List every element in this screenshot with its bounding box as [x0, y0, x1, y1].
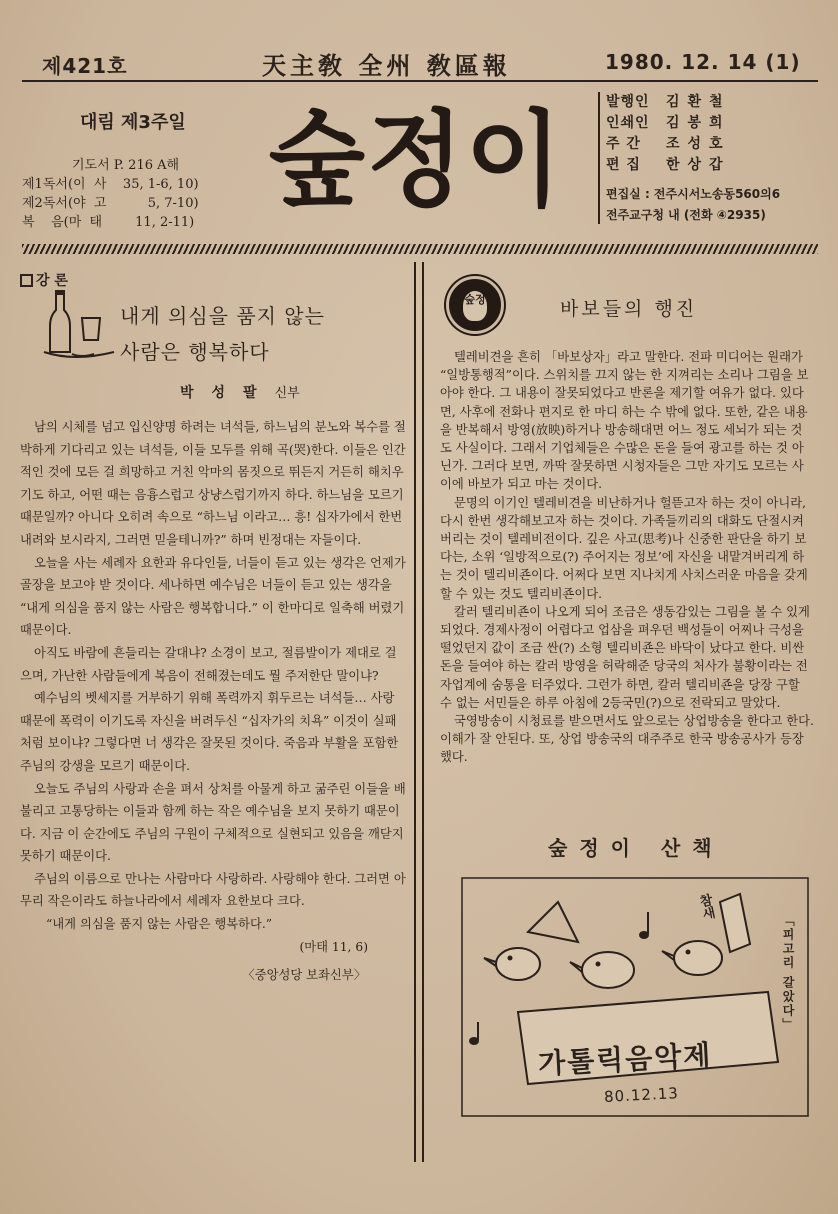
- editorial-paragraph: 예수님의 벳세지를 거부하기 위해 폭력까지 휘두르는 녀석들… 사랑때문에 폭력이 이기도록 자신을 버려두신 “십자가의 치욕” 이것이 실패처럼 보이냐? 그렇다면 너 생각은 잘못된 것이다. 죽음과 부활을 포함한 주님의 강생을 모르기 때문이다.: [20, 691, 403, 773]
- section-label-text: 강 론: [36, 273, 68, 289]
- readings-list: [22, 156, 199, 232]
- column-badge-label: 숲정: [463, 291, 487, 321]
- checkbox-icon: [20, 274, 33, 287]
- masthead-text: 天主敎 全州 敎區報: [262, 51, 511, 80]
- staff-role: 인쇄인: [606, 115, 650, 131]
- staff-box: [606, 92, 826, 176]
- liturgy-box: [22, 90, 232, 240]
- cartoon-title: 숲정이 산책: [548, 836, 724, 860]
- editorial-paragraph: 오늘도 주님의 사랑과 손을 펴서 상처를 아물게 하고 굶주린 이들을 배불리고 고통당하는 이들과 함께 하는 작은 예수님을 보지 못하기 때문이다. 지금 이 순간에도 주님의 구원이 구체적으로 실현되고 있음을 깨닫지 못하기 때문이다.: [20, 781, 408, 864]
- address-box: [606, 184, 826, 226]
- address-line: 전주교구청 내 (전화 ④2935): [606, 208, 766, 222]
- author-affiliation: 〈중앙성당 보좌신부〉: [242, 968, 366, 983]
- column-paragraph: 문명의 이기인 텔레비견을 비난하거나 헐뜯고자 하는 것이 아니라, 다시 한번 생각해보고자 하는 것이다. 가족들끼리의 대화도 단절시켜 버리는 것이 텔레비전이다. 깊은 사고(思考)나 신중한 판단을 하기 보다는, 소위 ‘일방적으로(?) 주어지는 정보’에 자신을 내맡겨버리게 하는 것이 텔리비죤이다. 어쩌다 보면 지나치게 사치스러운 마음을 갖게할 수 있는 것도 텔리비죤이다.: [440, 495, 810, 601]
- staff-role: 발행인: [606, 94, 650, 110]
- author-name: 박성팔: [180, 385, 275, 401]
- newspaper-logo: 숲정이: [268, 99, 564, 221]
- header-rule: [22, 80, 818, 82]
- editorial-title: [120, 298, 325, 370]
- editorial-paragraph: 주님의 이름으로 만나는 사람마다 사랑하라. 사랑해야 한다. 그러면 아무리 작은이라도 하늘나라에서 세례자 요한보다 크다.: [20, 871, 406, 909]
- staff-name: 김봉희: [666, 115, 731, 131]
- issue-date: 1980. 12. 14 (1): [605, 50, 801, 74]
- cartoon-sign-text: 참새: [695, 892, 716, 922]
- banner-date: 80.12.13: [603, 1084, 680, 1106]
- cartoon-caption: 「피고리 갈았다」: [781, 914, 795, 1033]
- editorial-paragraph: 오늘을 사는 세례자 요한과 유다인들, 너들이 듣고 있는 생각은 언제가 골장을 보고야 받 것이다. 세나하면 예수님은 너들이 듣고 있는 생각을 “내게 의심을 품지 않는 사람은 행복합니다.” 이 한마디로 일축해 버렸기 때문이다.: [20, 555, 410, 638]
- editorial-column: [20, 266, 410, 1166]
- editorial-quote: “내게 의심을 품지 않는 사람은 행복하다.”: [46, 917, 273, 932]
- banner-text: 가톨릭음악제: [537, 1038, 714, 1081]
- editorial-paragraph: 남의 시체를 넘고 입신양명 하려는 녀석들, 하느님의 분노와 복수를 절박하게 기다리고 있는 녀석들, 이들 모두를 위해 곡(哭)한다. 이들은 인간적인 것에 모든 걸 희망하고 거친 악마의 몸짓으로 뛰든지 거든히 해치우기도 하고, 어떤 때는 음흉스럽고 상냥스럽기까지 하다. 하느님을 모르기 때문일까? 아니다 오히려 속으로 “하느님 이라고… 흥! 십자가에서 한번 내려와 보시라지, 그러면 믿을테니까?” 하며 빈정대는 자들이다.: [20, 420, 408, 547]
- staff-name: 한상갑: [666, 157, 731, 173]
- wine-bottle-icon: [42, 288, 122, 360]
- editorial-author: [180, 382, 300, 402]
- editorial-title-line: 사람은 행복하다: [120, 340, 270, 364]
- top-header: [0, 50, 838, 78]
- staff-row: [606, 92, 826, 113]
- column-title: 바보들의 행진: [560, 298, 698, 320]
- staff-divider: [598, 92, 600, 224]
- column-badge: [446, 276, 504, 334]
- hatched-divider: [22, 244, 818, 254]
- section-label: [20, 270, 68, 290]
- reading-line: 복 음(마 태 11, 2-11): [22, 215, 195, 230]
- editorial-paragraph: 아직도 바람에 흔들리는 갈대냐? 소경이 보고, 절름발이가 제대로 걸으며, 가난한 사람들에게 복음이 전해졌는데도 뭘 주저한단 말이냐?: [20, 645, 397, 683]
- staff-row: [606, 155, 826, 176]
- issue-number: 제421호: [42, 54, 128, 78]
- editorial-body: [20, 416, 410, 987]
- staff-row: [606, 134, 826, 155]
- staff-role: 주 간: [606, 136, 641, 152]
- reading-line: 제1독서(이 사 35, 1-6, 10): [22, 177, 199, 192]
- editorial-title-line: 내게 의심을 품지 않는: [120, 304, 325, 328]
- staff-row: [606, 113, 826, 134]
- column-paragraph: 텔레비견을 흔히 「바보상자」라고 말한다. 전파 미디어는 원래가 “일방통행적”이다. 스위치를 끄지 않는 한 지껴리는 소리나 그림을 보아야 한다. 그 내용이 잘못되었다고 반론을 제기할 여유가 없다. 있다면, 사후에 전화나 편지로 한 마디 하는 수 밖에 없다. 또한, 같은 내용을 반복해서 방영(放映)하거나 방송해대면 어느 정도 세뇌가 되는 것도 사실이다. 그래서 기업체들은 수많은 돈을 들여 광고를 하는 것 아닌가. 그러다 보면, 까딱 잘못하면 시청자들은 그만 자기도 모르는 사이에 바보가 되고 마는 것이다.: [440, 350, 809, 492]
- column-rule: [414, 262, 416, 1162]
- birds-cartoon-illustration: [458, 872, 818, 1122]
- scripture-reference: (마태 11, 6): [299, 939, 368, 954]
- reading-line: 기도서 P. 216 A해: [72, 158, 180, 173]
- column-section: [428, 266, 824, 1166]
- staff-name: 조성호: [666, 136, 731, 152]
- column-body: [440, 348, 818, 767]
- column-paragraph: 국영방송이 시청료를 받으면서도 앞으로는 상업방송을 한다고 한다. 이해가 잘 안된다. 또, 상업 방송국의 대주주로 한국 방송공사가 등장했다.: [440, 714, 818, 765]
- column-paragraph: 칼러 텔리비죤이 나오게 되어 조금은 생동감있는 그림을 볼 수 있게 되었다. 경제사정이 어렵다고 업삼을 펴우던 백성들이 어찌나 극성을 떨었던지 값이 조금 싼(?) 소형 텔리비죤은 바닥이 났다고 한다. 비싼 돈을 들여야 하는 칼러 방영을 허락해준 당국의 처사가 불황이라는 전자업계에 숨통을 터주었다. 그런가 하면, 칼러 텔리비죤을 당장 구할 수 없는 서민들은 하루 아침에 2등국민(?)으로 전락되고 말았다.: [440, 604, 814, 710]
- reading-line: 제2독서(야 고 5, 7-10): [22, 196, 199, 211]
- staff-role: 편 집: [606, 157, 641, 173]
- address-line: 편집실 : 전주시서노송동560의6: [606, 187, 781, 201]
- author-suffix: 신부: [274, 386, 300, 401]
- liturgy-week: 대림 제3주일: [80, 112, 186, 133]
- staff-name: 김환철: [666, 94, 731, 110]
- column-rule: [422, 262, 424, 1162]
